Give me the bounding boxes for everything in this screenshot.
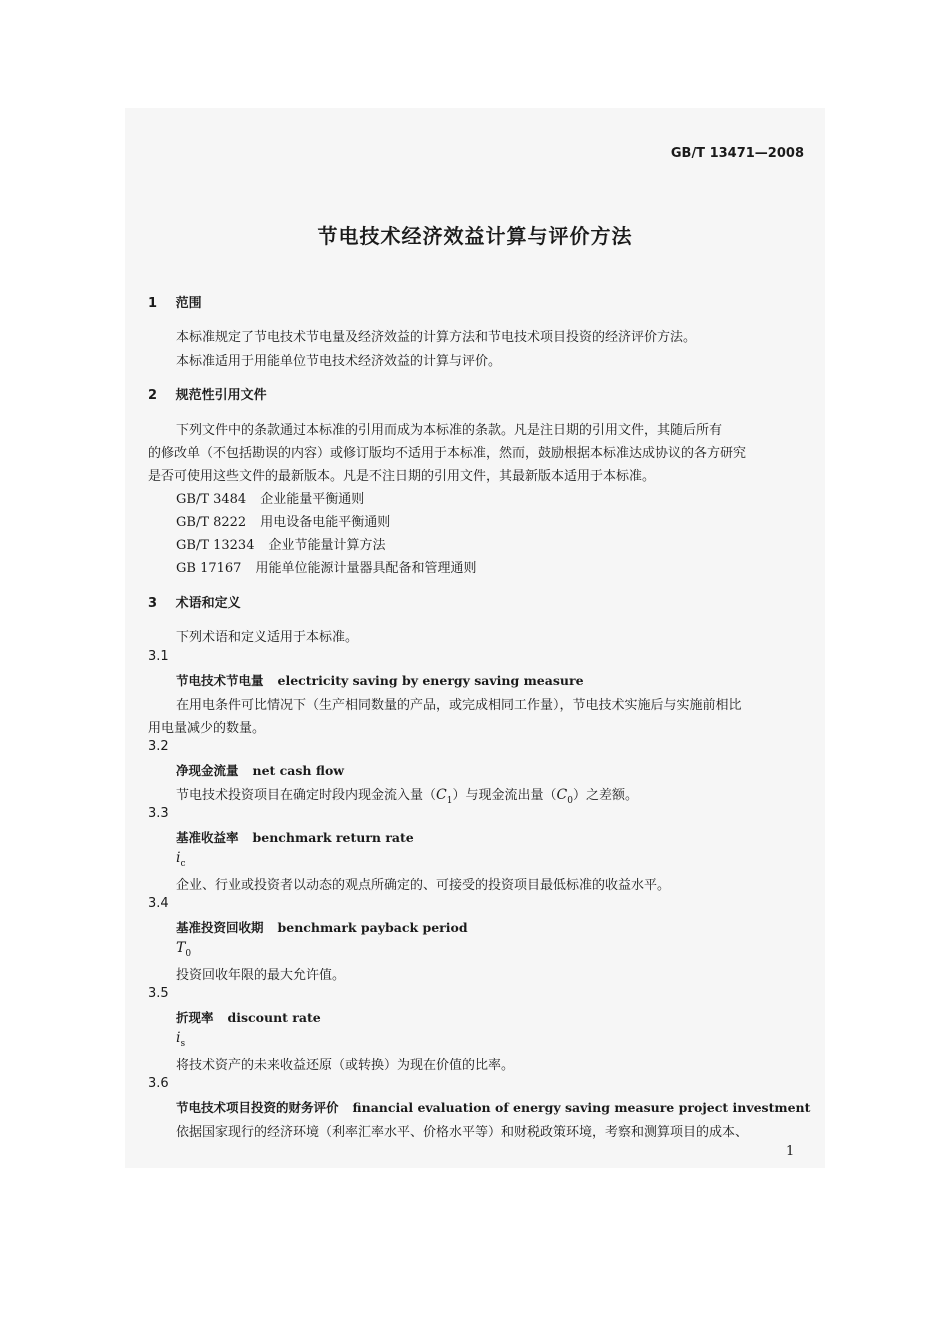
term-definition: 企业、行业或投资者以动态的观点所确定的、可接受的投资项目最低标准的收益水平。 [176, 878, 671, 893]
term-heading [176, 761, 344, 779]
standard-number: GB/T 13471—2008 [670, 146, 804, 161]
reference-code: GB 17167 [176, 561, 242, 576]
term-definition: 节电技术投资项目在确定时段内现金流入量$(C_1)$与现金流出量$(C_0)$之差额。 [176, 787, 638, 806]
term-heading [176, 671, 584, 689]
section-2-para-line-3: 是否可使用这些文件的最新版本。凡是不注日期的引用文件，其最新版本适用于本标准。 [148, 469, 656, 484]
section-2-number: 2 [148, 388, 158, 403]
reference-item [176, 557, 476, 576]
term-definition: 投资回收年限的最大允许值。 [176, 968, 346, 983]
reference-name: 企业能量平衡通则 [260, 492, 365, 507]
section-1-title: 范围 [175, 296, 202, 311]
term-en: discount rate [227, 1010, 321, 1025]
term-symbol: $T_0$ [176, 940, 192, 959]
term-number: 3.4 [148, 896, 169, 911]
term-heading [176, 1008, 321, 1026]
term-definition-cont: 用电量减少的数量。 [148, 721, 266, 736]
section-3-intro: 下列术语和定义适用于本标准。 [176, 630, 359, 645]
term-zh: 节电技术项目投资的财务评价 [176, 1100, 339, 1115]
reference-item [176, 534, 386, 553]
term-en: net cash flow [252, 763, 345, 778]
section-2-title: 规范性引用文件 [175, 388, 267, 403]
cash-outflow-symbol: $C_0$ [556, 787, 573, 806]
section-1-para-2: 本标准适用于用能单位节电技术经济效益的计算与评价。 [176, 354, 502, 369]
section-1-number: 1 [148, 296, 158, 311]
term-number: 3.6 [148, 1076, 169, 1091]
term-heading [176, 828, 414, 846]
term-zh: 基准投资回收期 [176, 920, 264, 935]
document-title: 节电技术经济效益计算与评价方法 [317, 224, 633, 248]
section-2-para-line-1: 下列文件中的条款通过本标准的引用而成为本标准的条款。凡是注日期的引用文件，其随后所有 [176, 423, 723, 438]
term-number: 3.2 [148, 739, 169, 754]
term-zh: 基准收益率 [176, 830, 239, 845]
term-en: financial evaluation of energy saving measure project investment [352, 1100, 811, 1115]
section-1-para-1: 本标准规定了节电技术节电量及经济效益的计算方法和节电技术项目投资的经济评价方法。 [176, 330, 697, 345]
term-symbol: $i_s$ [176, 1030, 186, 1049]
term-en: electricity saving by energy saving measure [277, 673, 584, 688]
term-zh: 节电技术节电量 [176, 673, 264, 688]
reference-code: GB/T 13234 [176, 538, 255, 553]
term-zh: 折现率 [176, 1010, 214, 1025]
term-number: 3.1 [148, 649, 169, 664]
term-number: 3.3 [148, 806, 169, 821]
term-zh: 净现金流量 [176, 763, 239, 778]
term-en: benchmark return rate [252, 830, 414, 845]
term-number: 3.5 [148, 986, 169, 1001]
term-definition: 依据国家现行的经济环境（利率汇率水平、价格水平等）和财税政策环境，考察和测算项目的成本、 [176, 1125, 749, 1140]
section-2-heading [148, 384, 267, 403]
reference-name: 用能单位能源计量器具配备和管理通则 [255, 561, 477, 576]
term-symbol: $i_c$ [176, 850, 186, 869]
reference-code: GB/T 3484 [176, 492, 247, 507]
reference-name: 企业节能量计算方法 [268, 538, 386, 553]
term-definition: 将技术资产的未来收益还原（或转换）为现在价值的比率。 [176, 1058, 515, 1073]
reference-item [176, 488, 364, 507]
term-definition: 在用电条件可比情况下（生产相同数量的产品，或完成相同工作量），节电技术实施后与实施前相比 [176, 698, 742, 713]
term-heading [176, 918, 468, 936]
section-3-number: 3 [148, 596, 158, 611]
section-3-heading [148, 592, 241, 611]
section-3-title: 术语和定义 [175, 596, 241, 611]
reference-name: 用电设备电能平衡通则 [260, 515, 391, 530]
term-heading [176, 1098, 810, 1116]
reference-item [176, 511, 390, 530]
reference-code: GB/T 8222 [176, 515, 247, 530]
term-en: benchmark payback period [277, 920, 468, 935]
section-1-heading [148, 292, 202, 311]
cash-inflow-symbol: $C_1$ [436, 787, 453, 806]
section-2-para-line-2: 的修改单（不包括勘误的内容）或修订版均不适用于本标准，然而，鼓励根据本标准达成协议的各方研究 [148, 446, 747, 461]
page-number: 1 [786, 1144, 795, 1159]
